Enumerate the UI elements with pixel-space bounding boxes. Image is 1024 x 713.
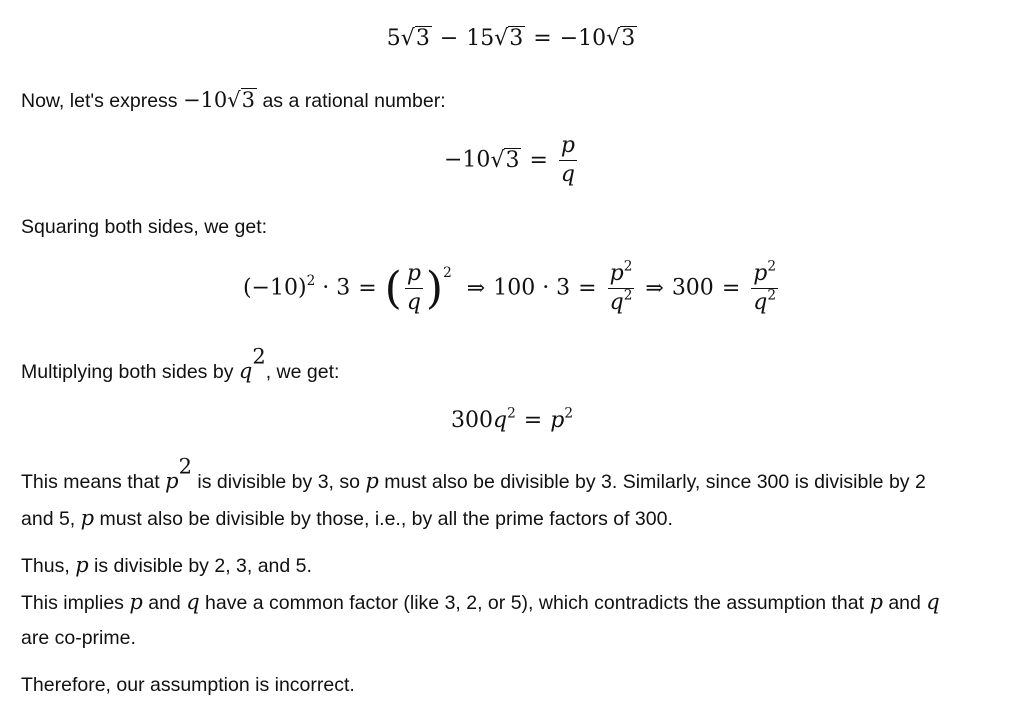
paragraph-therefore: Therefore, our assumption is incorrect. [21,674,355,696]
eq1-equals: = [533,26,552,51]
equation-4: $300q^2 = p^2$ [451,405,573,433]
fraction-p-over-q: $\frac{p}{q}$ [560,133,575,188]
eq1-term1-coef: 5 [386,26,401,51]
sqrt-symbol: √3 [400,26,430,51]
eq1-result-coef: −10 [559,26,607,51]
eq1-term2-coef: 15 [466,26,495,51]
sqrt-symbol: √3 [606,26,636,51]
equation-2: −10√3 = $\frac{p}{q}$ [444,133,575,188]
equation-1 [0,26,1024,51]
paragraph-implies-line-2: are co-prime. [21,627,136,649]
sqrt-symbol: √3 [494,26,524,51]
paragraph-express: Now, let's express −10√3 as a rational number: [21,88,446,112]
inline-math: −10√3 [182,88,256,112]
paragraph-divisible-line-1: This means that $p^2$ is divisible by 3, so p must also be divisible by 3. Similarly, since 300 is divisible by 2 [21,454,926,493]
equation-3: $(-10)^2 \cdot 3$ = ( $\frac{p}{q}$ )$^2$ ⇒ 100 · 3 = $\frac{p^2}{q^2}$ ⇒ 300 = $\frac{p^2}{q^2}$ [242,258,777,316]
paragraph-divisible-line-2: and 5, p must also be divisible by those, i.e., by all the prime factors of 300. [21,506,673,530]
sqrt-symbol: √3 [490,147,520,173]
paragraph-multiplying: Multiplying both sides by $q^2$, we get: [21,344,340,383]
paragraph-thus: Thus, p is divisible by 2, 3, and 5. [21,553,312,577]
paragraph-implies-line-1: This implies p and q have a common factor (like 3, 2, or 5), which contradicts the assumption that p and q [21,590,940,614]
eq1-minus: − [439,26,459,51]
fraction-p2-over-q2: $\frac{p^2}{q^2}$ [753,258,777,316]
implies-arrow-2: ⇒ [645,275,664,301]
paragraph-squaring: Squaring both sides, we get: [21,216,268,238]
fraction-p-over-q: $\frac{p}{q}$ [406,261,421,316]
fraction-p2-over-q2: $\frac{p^2}{q^2}$ [609,258,633,316]
implies-arrow-1: ⇒ [466,275,486,301]
